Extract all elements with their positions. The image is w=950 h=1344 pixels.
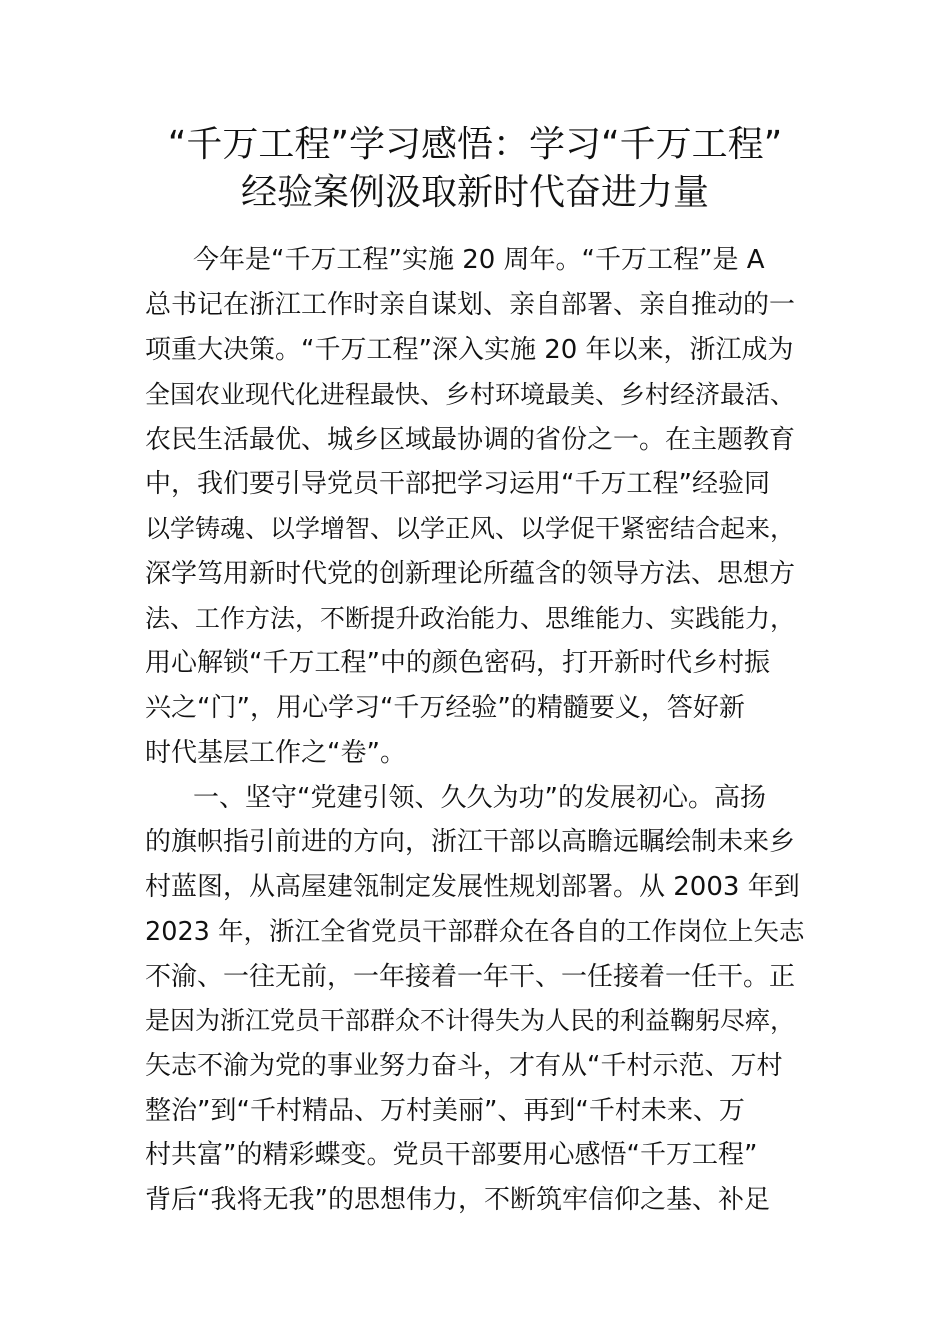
paragraph-2-line: 是因为浙江党员干部群众不计得失为人民的利益鞠躬尽瘁， <box>145 1006 796 1035</box>
paragraph-1-line: 深学笃用新时代党的创新理论所蕴含的领导方法、思想方 <box>145 559 796 589</box>
paragraph-2-line: 村蓝图，从高屋建瓴制定发展性规划部署。从 2003 年到 <box>145 872 800 902</box>
paragraph-1-line: 法、工作方法，不断提升政治能力、思维能力、实践能力， <box>145 604 796 633</box>
paragraph-1-line: 以学铸魂、以学增智、以学正风、以学促干紧密结合起来， <box>145 514 796 543</box>
paragraph-1-line: 农民生活最优、城乡区域最协调的省份之一。在主题教育 <box>145 425 796 455</box>
paragraph-2-line: 的旗帜指引前进的方向，浙江干部以高瞻远瞩绘制未来乡 <box>145 827 796 857</box>
paragraph-1-line: 中，我们要引导党员干部把学习运用“千万工程”经验同 <box>145 469 770 499</box>
paragraph-2-line: 整治”到“千村精品、万村美丽”、再到“千村未来、万 <box>145 1096 745 1126</box>
paragraph-1-line: 用心解锁“千万工程”中的颜色密码，打开新时代乡村振 <box>145 648 770 678</box>
paragraph-1-line: 全国农业现代化进程最快、乡村环境最美、乡村经济最活、 <box>145 380 796 409</box>
paragraph-2-line: 村共富”的精彩蝶变。党员干部要用心感悟“千万工程” <box>145 1140 758 1170</box>
paragraph-2-line: 矢志不渝为党的事业努力奋斗，才有从“千村示范、万村 <box>145 1051 783 1081</box>
paragraph-2-line: 不渝、一往无前，一年接着一年干、一任接着一任干。正 <box>145 962 796 992</box>
paragraph-2-line: 一、坚守“党建引领、久久为功”的发展初心。高扬 <box>193 783 766 813</box>
paragraph-1-line: 项重大决策。“千万工程”深入实施 20 年以来，浙江成为 <box>145 335 794 365</box>
paragraph-1-line: 兴之“门”，用心学习“千万经验”的精髓要义，答好新 <box>145 693 745 723</box>
paragraph-1-line: 今年是“千万工程”实施 20 周年。“千万工程”是 A <box>193 245 765 275</box>
paragraph-1-line: 时代基层工作之“卷”。 <box>145 738 406 768</box>
document-title-line-2: 经验案例汲取新时代奋进力量 <box>240 172 709 213</box>
paragraph-2-line: 背后“我将无我”的思想伟力，不断筑牢信仰之基、补足 <box>145 1185 770 1215</box>
paragraph-1-line: 总书记在浙江工作时亲自谋划、亲自部署、亲自推动的一 <box>145 290 796 320</box>
document-title-line-1: “千万工程”学习感悟：学习“千万工程” <box>167 124 783 165</box>
paragraph-2-line: 2023 年，浙江全省党员干部群众在各自的工作岗位上矢志 <box>145 917 805 947</box>
